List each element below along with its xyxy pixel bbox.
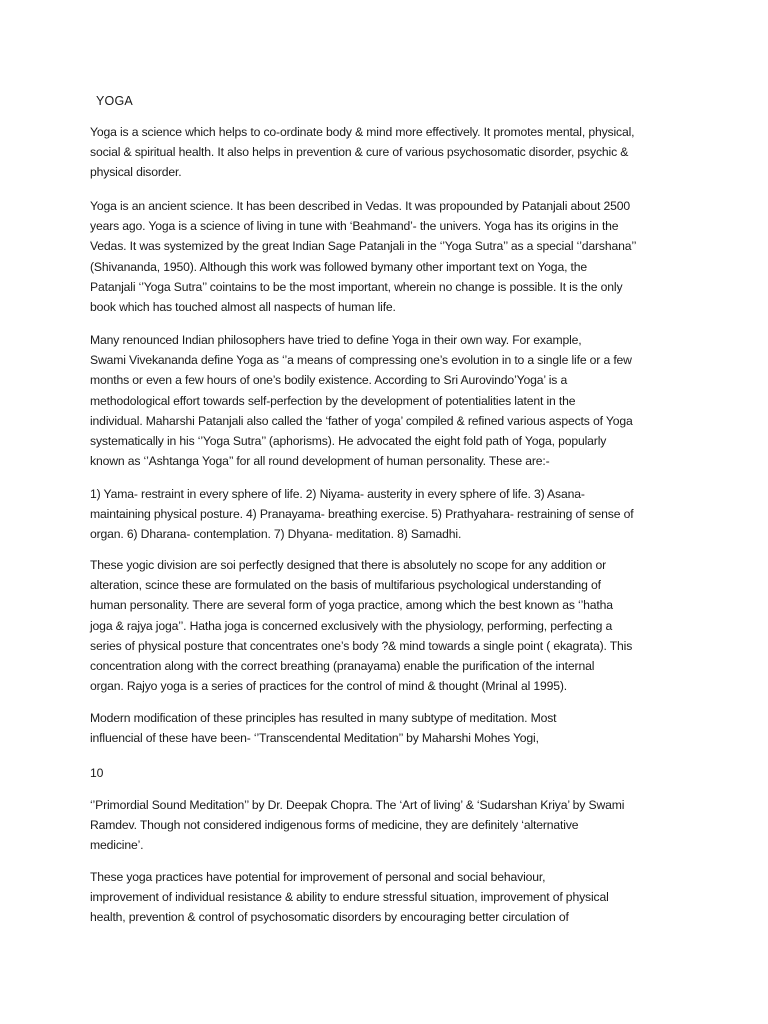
paragraph-eight-fold-path: 1) Yama- restraint in every sphere of life. 2) Niyama- austerity in every sphere of life. 3) Asana- maintaining physical posture. 4) Pranayama- breathing exercise. 5) Prathyahara- restraining of sense of organ. 6) Dharana- contemplation. 7) Dhyana- meditation. 8) Samadhi. (90, 487, 634, 542)
paragraph-intro: Yoga is a science which helps to co-ordinate body & mind more effectively. It promotes mental, physical, social & spiritual health. It also helps in prevention & cure of various psychosomatic disorder, psychic & physical disorder. (90, 125, 635, 180)
paragraph-history: Yoga is an ancient science. It has been described in Vedas. It was propounded by Patanjali about 2500 years ago. Yoga is a science of living in tune with ‘Beahmand’- the univers. Yoga has its origins in the Vedas. It was systemized by the great Indian Sage Patanjali in the ‘’Yoga Sutra’’ as a special ‘’darshana’’ (Shivananda, 1950). Although this work was followed bymany other important text on Yoga, the Patanjali ‘’Yoga Sutra’’ cointains to be the most important, wherein no change is possible. It is the only book which has touched almost all naspects of human life. (90, 199, 637, 315)
paragraph-definitions: Many renounced Indian philosophers have tried to define Yoga in their own way. For example, Swami Vivekananda define Yoga as ‘’a means of compressing one’s evolution in to a single life or a few months or even a few hours of one’s bodily existence. According to Sri Aurovindo’Yoga’ is a methodological effort towards self-perfection by the development of potentialities latent in the individual. Maharshi Patanjali also called the ‘father of yoga’ compiled & refined various aspects of Yoga systematically in his ‘’Yoga Sutra’’ (aphorisms). He advocated the eight fold path of Yoga, popularly known as ‘’Ashtanga Yoga’’ for all round development of human personality. These are:- (90, 333, 633, 469)
paragraph-meditation-types: ‘’Primordial Sound Meditation’’ by Dr. Deepak Chopra. The ‘Art of living’ & ‘Sudarshan Kriya’ by Swami Ramdev. Though not considered indigenous forms of medicine, they are definitely ‘alternative medicine’. (90, 798, 625, 853)
paragraph-modern-modification: Modern modification of these principles has resulted in many subtype of meditation. Most influencial of these have been- ‘’Transcendental Meditation’’ by Maharshi Mohes Yogi, (90, 711, 557, 746)
page-number: 10 (90, 766, 104, 780)
paragraph-yogic-divisions: These yogic division are soi perfectly designed that there is absolutely no scope for any addition or alteration, scince these are formulated on the basis of multifarious psychological understanding of human personality. There are several form of yoga practice, among which the best known as ‘’hatha joga & rajya joga’’. Hatha joga is concerned exclusively with the physiology, performing, perfecting a series of physical posture that concentrates one’s body ?& mind towards a single point ( ekagrata). This concentration along with the correct breathing (pranayama) enable the purification of the internal organ. Rajyo yoga is a series of practices for the control of mind & thought (Mrinal al 1995). (90, 558, 633, 694)
document-heading: YOGA (96, 94, 133, 108)
paragraph-benefits: These yoga practices have potential for improvement of personal and social behaviour, improvement of individual resistance & ability to endure stressful situation, improvement of physical health, prevention & control of psychosomatic disorders by encouraging better circulation of (90, 870, 609, 925)
